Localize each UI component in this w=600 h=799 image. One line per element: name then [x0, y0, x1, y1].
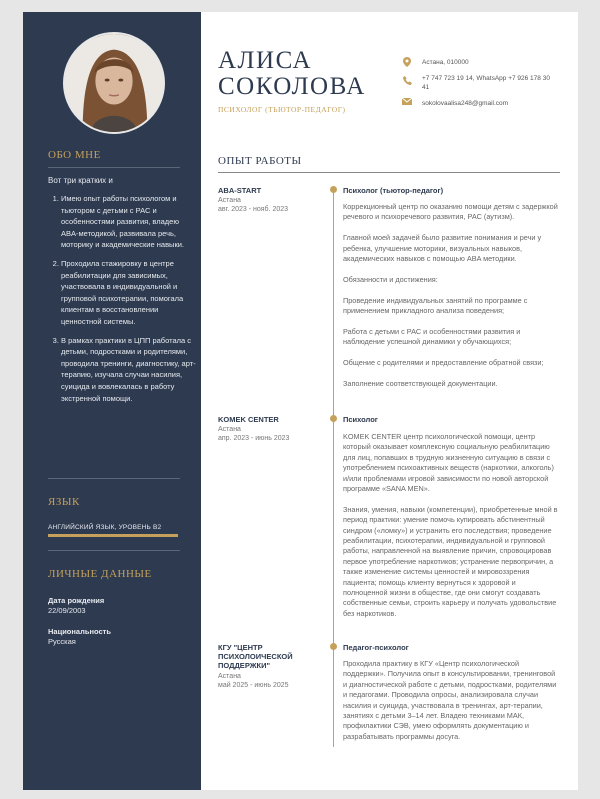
job-paragraph: Коррекционный центр по оказанию помощи детям с задержкой речевого и психоречевого развития, РАС (аутизм).	[343, 202, 558, 222]
full-name	[218, 48, 366, 100]
birth-label: Дата рождения	[48, 596, 105, 605]
experience-title: ОПЫТ РАБОТЫ	[218, 155, 302, 167]
job-description	[343, 432, 560, 630]
job-paragraph: Знания, умения, навыки (компетенции), приобретенные мной в период практики: умение помочь купировать абстинентный синдром («ломку») и устранить его последствия; проведение реабилитации, психотерапии, индивидуальной и групповой работы, направленной на выявление причин, спровоцировав первое употребление наркотиков; устранение первопричин, а также изменение системы ценностей и мировоззрения пациента; помощь клиенту вернуться к здоровой и полноценной жизни в обществе, где они смогут создавать собственные семьи, строить карьеру и получать удовольствие без наркотиков.	[343, 504, 558, 618]
job-position: Педагог-психолог	[343, 643, 409, 652]
job-city: Астана	[218, 197, 241, 204]
profile-photo	[63, 32, 165, 134]
job-paragraph: Обязанности и достижения:	[343, 274, 438, 284]
main-column	[201, 12, 578, 790]
about-intro: Вот три кратких и	[48, 176, 113, 185]
timeline-line	[333, 187, 334, 747]
timeline-dot	[330, 186, 337, 193]
email[interactable]: sokolovaalisa248@gmail.com	[422, 100, 509, 107]
job-paragraph: Заполнение соответствующей документации.	[343, 378, 498, 388]
job-position: Психолог	[343, 415, 378, 424]
language-item: АНГЛИЙСКИЙ ЯЗЫК, УРОВЕНЬ B2	[48, 524, 162, 531]
job-paragraph: Проведение индивидуальных занятий по программе с применением прикладного анализа поведения;	[343, 295, 528, 316]
job-paragraph: Работа с детьми с РАС и особенностями развития и наблюдение успешной динамики у обучающихся;	[343, 326, 521, 347]
job-org: КГУ "ЦЕНТР ПСИХОЛОИЧЕСКОЙ ПОДДЕРЖКИ"	[218, 643, 293, 670]
language-title: ЯЗЫК	[48, 496, 80, 508]
address: Астана, 010000	[422, 59, 469, 66]
nationality-label: Национальность	[48, 627, 111, 636]
language-level-bar	[48, 534, 178, 537]
job-org: KOMEK CENTER	[218, 415, 279, 424]
resume-page	[23, 12, 578, 790]
birth-value: 22/09/2003	[48, 606, 86, 615]
about-title: ОБО МНЕ	[48, 149, 101, 161]
divider	[48, 550, 180, 551]
last-name: СОКОЛОВА	[218, 73, 366, 100]
about-points	[48, 193, 196, 411]
sidebar	[23, 12, 201, 790]
job-org: ABA-START	[218, 186, 262, 195]
job-city: Астана	[218, 673, 241, 680]
job-description	[343, 659, 560, 753]
timeline-dot	[330, 415, 337, 422]
job-description	[343, 202, 560, 400]
section-divider	[218, 172, 560, 173]
map-pin-icon	[401, 57, 413, 69]
about-point: 2. Проходила стажировку в центре реабилитации для зависимых, участвовала в индивидуальной и групповой психотерапии, помогала клиентам в восстановлении ценностной системы.	[61, 258, 196, 328]
phone-icon	[401, 76, 413, 87]
timeline-dot	[330, 643, 337, 650]
job-city: Астана	[218, 426, 241, 433]
divider	[48, 167, 180, 168]
phone[interactable]: +7 747 723 19 14, WhatsApp +7 926 178 30 41	[422, 75, 550, 91]
job-paragraph: KOMEK CENTER центр психологической помощи, центр который оказывает комплексную социальную реабилитацию для лиц, попавших в трудную жизненную ситуацию в связи с употреблением психоактивных веществ (наркотики, алкоголь) и/или проблемами игровой зависимости по новой авторской программе «SANA MEN».	[343, 432, 554, 494]
about-point: 1. Имею опыт работы психологом и тьютором с детьми с РАС и особенностями развития, владею ABA-методикой, развивала речь, моторику и академические навыки.	[61, 193, 196, 251]
job-title: ПСИХОЛОГ (ТЬЮТОР-ПЕДАГОГ)	[218, 105, 346, 114]
first-name: АЛИСА	[218, 47, 313, 74]
envelope-icon	[401, 98, 413, 107]
nationality-value: Русская	[48, 637, 76, 646]
about-point: 3. В рамках практики в ЦПП работала с детьми, подростками и родителями, проводила тренинги, диагностику, арт-терапию, изучала случаи насилия, суицида и вовлекалась в работу экстренной помощи.	[61, 335, 196, 405]
job-paragraph: Проходила практику в КГУ «Центр психологической поддержки». Получила опыт в консультировании, тренинговой и диагностической работе с детьми, подростками, родителями и педагогами. Проводила опросы, анализировала случаи насилия и суицида, участвовала в тренингах, арт-терапии, занятиях с детьми 3–14 лет. Владею техниками МАК, профилактики СЭВ, умею оформлять документацию и разрабатывать программы досуга.	[343, 659, 557, 741]
job-period: авг. 2023 - нояб. 2023	[218, 206, 289, 213]
job-paragraph: Главной моей задачей было развитие понимания и речи у ребенка, улучшение моторики, визуальных навыков, академических навыков с помощью ABA методики.	[343, 233, 542, 264]
job-position: Психолог (тьютор-педагог)	[343, 186, 444, 195]
divider	[48, 478, 180, 479]
job-paragraph: Общение с родителями и предоставление обратной связи;	[343, 358, 544, 368]
job-period: апр. 2023 - июнь 2023	[218, 435, 290, 442]
personal-title: ЛИЧНЫЕ ДАННЫЕ	[48, 568, 152, 580]
job-period: май 2025 - июнь 2025	[218, 682, 289, 689]
